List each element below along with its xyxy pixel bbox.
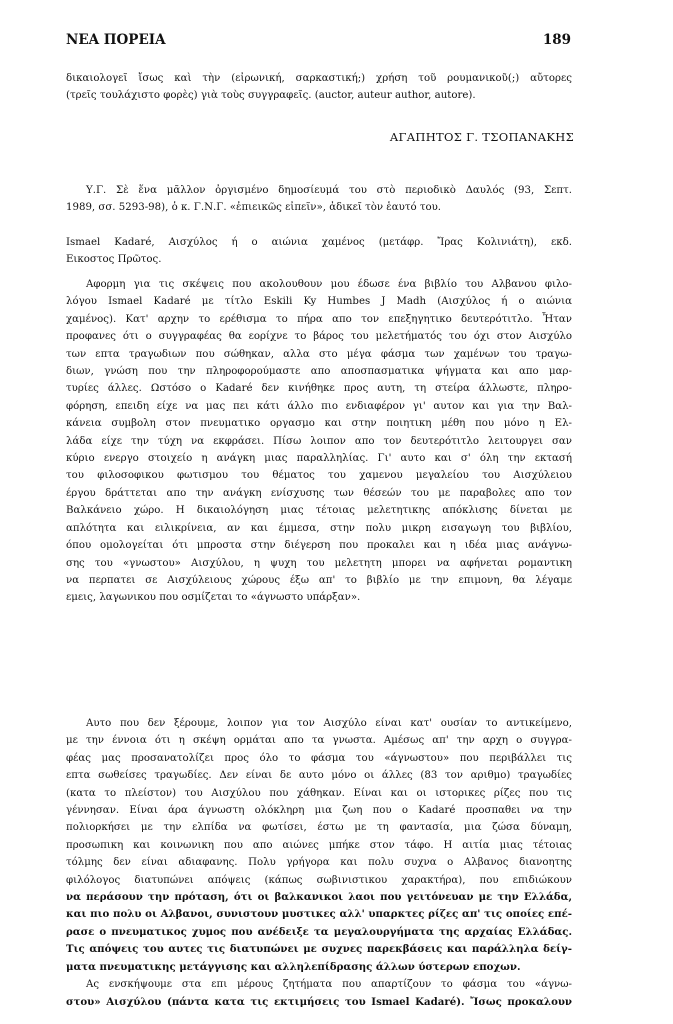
page-number: 189 <box>542 32 571 48</box>
text-line: Βαλκάνειο χώρο. Η δικαιολόγηση μιας τέτοιας μελετητικης απόκλισης δίνεται με <box>66 505 572 517</box>
text-line: (τρεῖς τουλάχιστο φορὲς) γιὰ τοὺς συγγραφεῖς. (auctor, auteur author, autore). <box>66 90 476 102</box>
text-line: γέννησαν. Είναι άρα άγνωστη ολόκληρη μια ζωη που ο Kadaré προσπαθει να την <box>66 805 572 817</box>
text-line: τυρίες άλλες. Ωστόσο ο Kadaré δεν κινήθηκε προς αυτη, τη στείρα άλλωστε, πληρο- <box>66 383 572 395</box>
text-line: ρασε ο πνευματικος χυμος που ανέδειξε τα μεγαλουργήματα της αρχαίας Ελλάδας. <box>66 925 572 938</box>
text-line: πολιορκήσει με την ελπίδα να φωτίσει, έστω με τη φαντασία, μια ζώσα δύναμη, <box>66 822 572 834</box>
text-line: ματα πνευματικης μετάγγισης και αλληλεπίδρασης άλλων ύστερων εποχων. <box>66 960 521 973</box>
text-line: κάνεια συμβολη στον πνευματικο οργασμο και στην ποιητικη μέθη που μόνο η Ελ- <box>66 418 572 430</box>
text-line: διων, γνώση που την πληροφορούμαστε απο αποσπασματικα ψήγματα και απο μαρ- <box>66 366 572 378</box>
text-line: χαμένος). Κατ' αρχην το ερέθισμα το πήρα απο τον επεξηγητικο δευτερότιτλο. Ἦταν <box>66 313 572 325</box>
text-line: Αφορμη για τις σκέψεις που ακολουθουν μου έδωσε ένα βιβλίο του Αλβανου φιλο- <box>86 279 572 290</box>
journal-title: ΝΕΑ ΠΟΡΕΙΑ <box>66 32 166 48</box>
postscript-paragraph <box>66 182 572 217</box>
body-paragraph-2 <box>66 715 572 1011</box>
text-line: Ismael Kadaré, Αισχύλος ή ο αιώνια χαμένος (μετάφρ. Ἴρας Κολινιάτη), εκδ. <box>66 237 572 248</box>
text-line: όπου ομολογείται ότι μπροστα στην διέγερση που προκαλει και η ιδέα μιας ανάγνω- <box>66 540 572 552</box>
text-line: και πιο πολυ οι Αλβανοι, συνιστουν μυστικες αλλ' υπαρκτες ρίζες απ' τις οποίες επέ- <box>66 908 572 921</box>
text-line: τόλμης δεν είναι αδιαφανης. Πολυ γρήγορα και πολυ συχνα ο Αλβανος διανοητης <box>66 857 572 869</box>
text-line: Υ.Γ. Σὲ ἕνα μᾶλλον ὀργισμένο δημοσίευμά του στὸ περιοδικὸ Δαυλός (93, Σεπτ. <box>86 185 572 196</box>
text-line: 1989, σσ. 5293-98), ὁ κ. Γ.Ν.Γ. «ἐπιεικῶς εἰπεῖν», ἀδικεῖ τὸν ἑαυτό του. <box>66 202 442 214</box>
text-line: έργου δράττεται απο την ανάγκη ενίσχυσης των θέσεών του με παραβολες απο τον <box>66 487 572 499</box>
text-line: Αυτο που δεν ξέρουμε, λοιπον για τον Αισχύλο είναι κατ' ουσίαν το αντικείμενο, <box>86 718 572 729</box>
author-signature: ΑΓΑΠΗΤΟΣ Γ. ΤΣΟΠΑΝΑΚΗΣ <box>389 130 574 144</box>
review-ending-paragraph <box>66 70 572 105</box>
text-line: Εικοστος Πρῶτος. <box>66 254 162 266</box>
text-line: εμεις, λαγωνικου που οσμίζεται το «άγνωστο υπάρξαν». <box>66 592 361 604</box>
text-line: να περάσουν την πρόταση, ότι οι βαλκανικοι λαοι που γειτόνευαν με την Ελλάδα, <box>66 891 572 904</box>
text-line: με την έννοια ότι η σκέψη ορμάται απο τα γνωστα. Αμέσως απ' την αρχη ο συγγρα- <box>66 735 572 747</box>
text-line: κύριο ενεργο στοιχείο η ανάγκη μιας παραλληλίας. Γι' αυτο και σ' όλη την εκτασή <box>66 453 572 465</box>
book-citation <box>66 234 572 269</box>
running-head <box>66 32 571 48</box>
text-line: (κατα το πλείστον) του Αισχύλου που χάθηκαν. Είναι και οι ιστορικες ρίζες που τις <box>66 787 572 799</box>
text-line: σης του «γνωστου» Αισχύλου, η ψυχη του μελετητη μπορει να αφήνεται ρομαντικη <box>66 557 572 569</box>
text-line: επτα σωθείσες τραγωδίες. Δεν είναι δε αυτο μόνο οι άλλες (83 τον αριθμο) τραγωδίες <box>66 770 572 782</box>
text-line: φέας μας προσανατολίζει προς όλο το φάσμα του «άγνωστου» που περιβάλλει τις <box>66 752 572 764</box>
text-line: φόρηση, επειδη είχε να μας πει κάτι άλλο πιο ενδιαφέρον γι' αυτον και για την Βαλ- <box>66 400 572 412</box>
text-line: προφανες ότι ο συγγραφέας θα εορίχνε το βάρος του μελετήματός του όχι στον Αισχύλο <box>66 331 572 343</box>
text-line: λάδα είχε την τύχη να εκφράσει. Πίσω λοιπον απο τον δευτερότιτλο λειτουργει σαν <box>66 435 572 447</box>
text-line: στου» Αισχύλου (πάντα κατα τις εκτιμήσεις του Ismael Kadaré). Ἴσως προκαλουν <box>66 995 572 1008</box>
text-line: απλότητα και ειλικρίνεια, αν και έμμεσα, στην πολυ μικρη εισαγωγη του βιβλίου, <box>66 522 572 534</box>
text-line: του φιλοσοφικου φωτισμου του θέματος του χαμενου μεγαλείου του Αισχύλειου <box>66 470 572 482</box>
text-line: φιλόλογος διατυπώνει απόψεις (κάπως σωβινιστικου χαρακτήρα), που επιδιώκουν <box>66 874 572 886</box>
text-line: προσωπικη και κοινωνικη που απο αιώνες μπήκε στον τάφο. Η αιτία μιας τέτοιας <box>66 839 572 851</box>
text-line: Τις απόψεις του αυτες τις διατυπώνει με συχνες παρεκβάσεις και παράλληλα δείγ- <box>66 943 572 956</box>
text-line: δικαιολογεῖ ἴσως καὶ τὴν (εἰρωνική, σαρκαστική;) χρήση τοῦ ρουμανικοῦ(;) αὔτορες <box>66 73 572 84</box>
text-line: Ας ενσκήψουμε στα επι μέρους ζητήματα που απαρτίζουν το φάσμα του «άγνω- <box>86 979 572 991</box>
text-line: των επτα τραγωδιων που σώθηκαν, αλλα στο μέγα φάσμα των χαμένων του τραγω- <box>66 348 572 360</box>
body-paragraph-1 <box>66 276 572 607</box>
text-line: να περπατει σε Αισχύλειους χώρους έξω απ' το βιβλίο με την επιμονη, θα λέγαμε <box>66 574 572 586</box>
text-line: λόγου Ismael Kadaré με τίτλο Eskili Ky Humbes J Madh (Αισχύλος ή ο αιώνια <box>66 296 572 308</box>
